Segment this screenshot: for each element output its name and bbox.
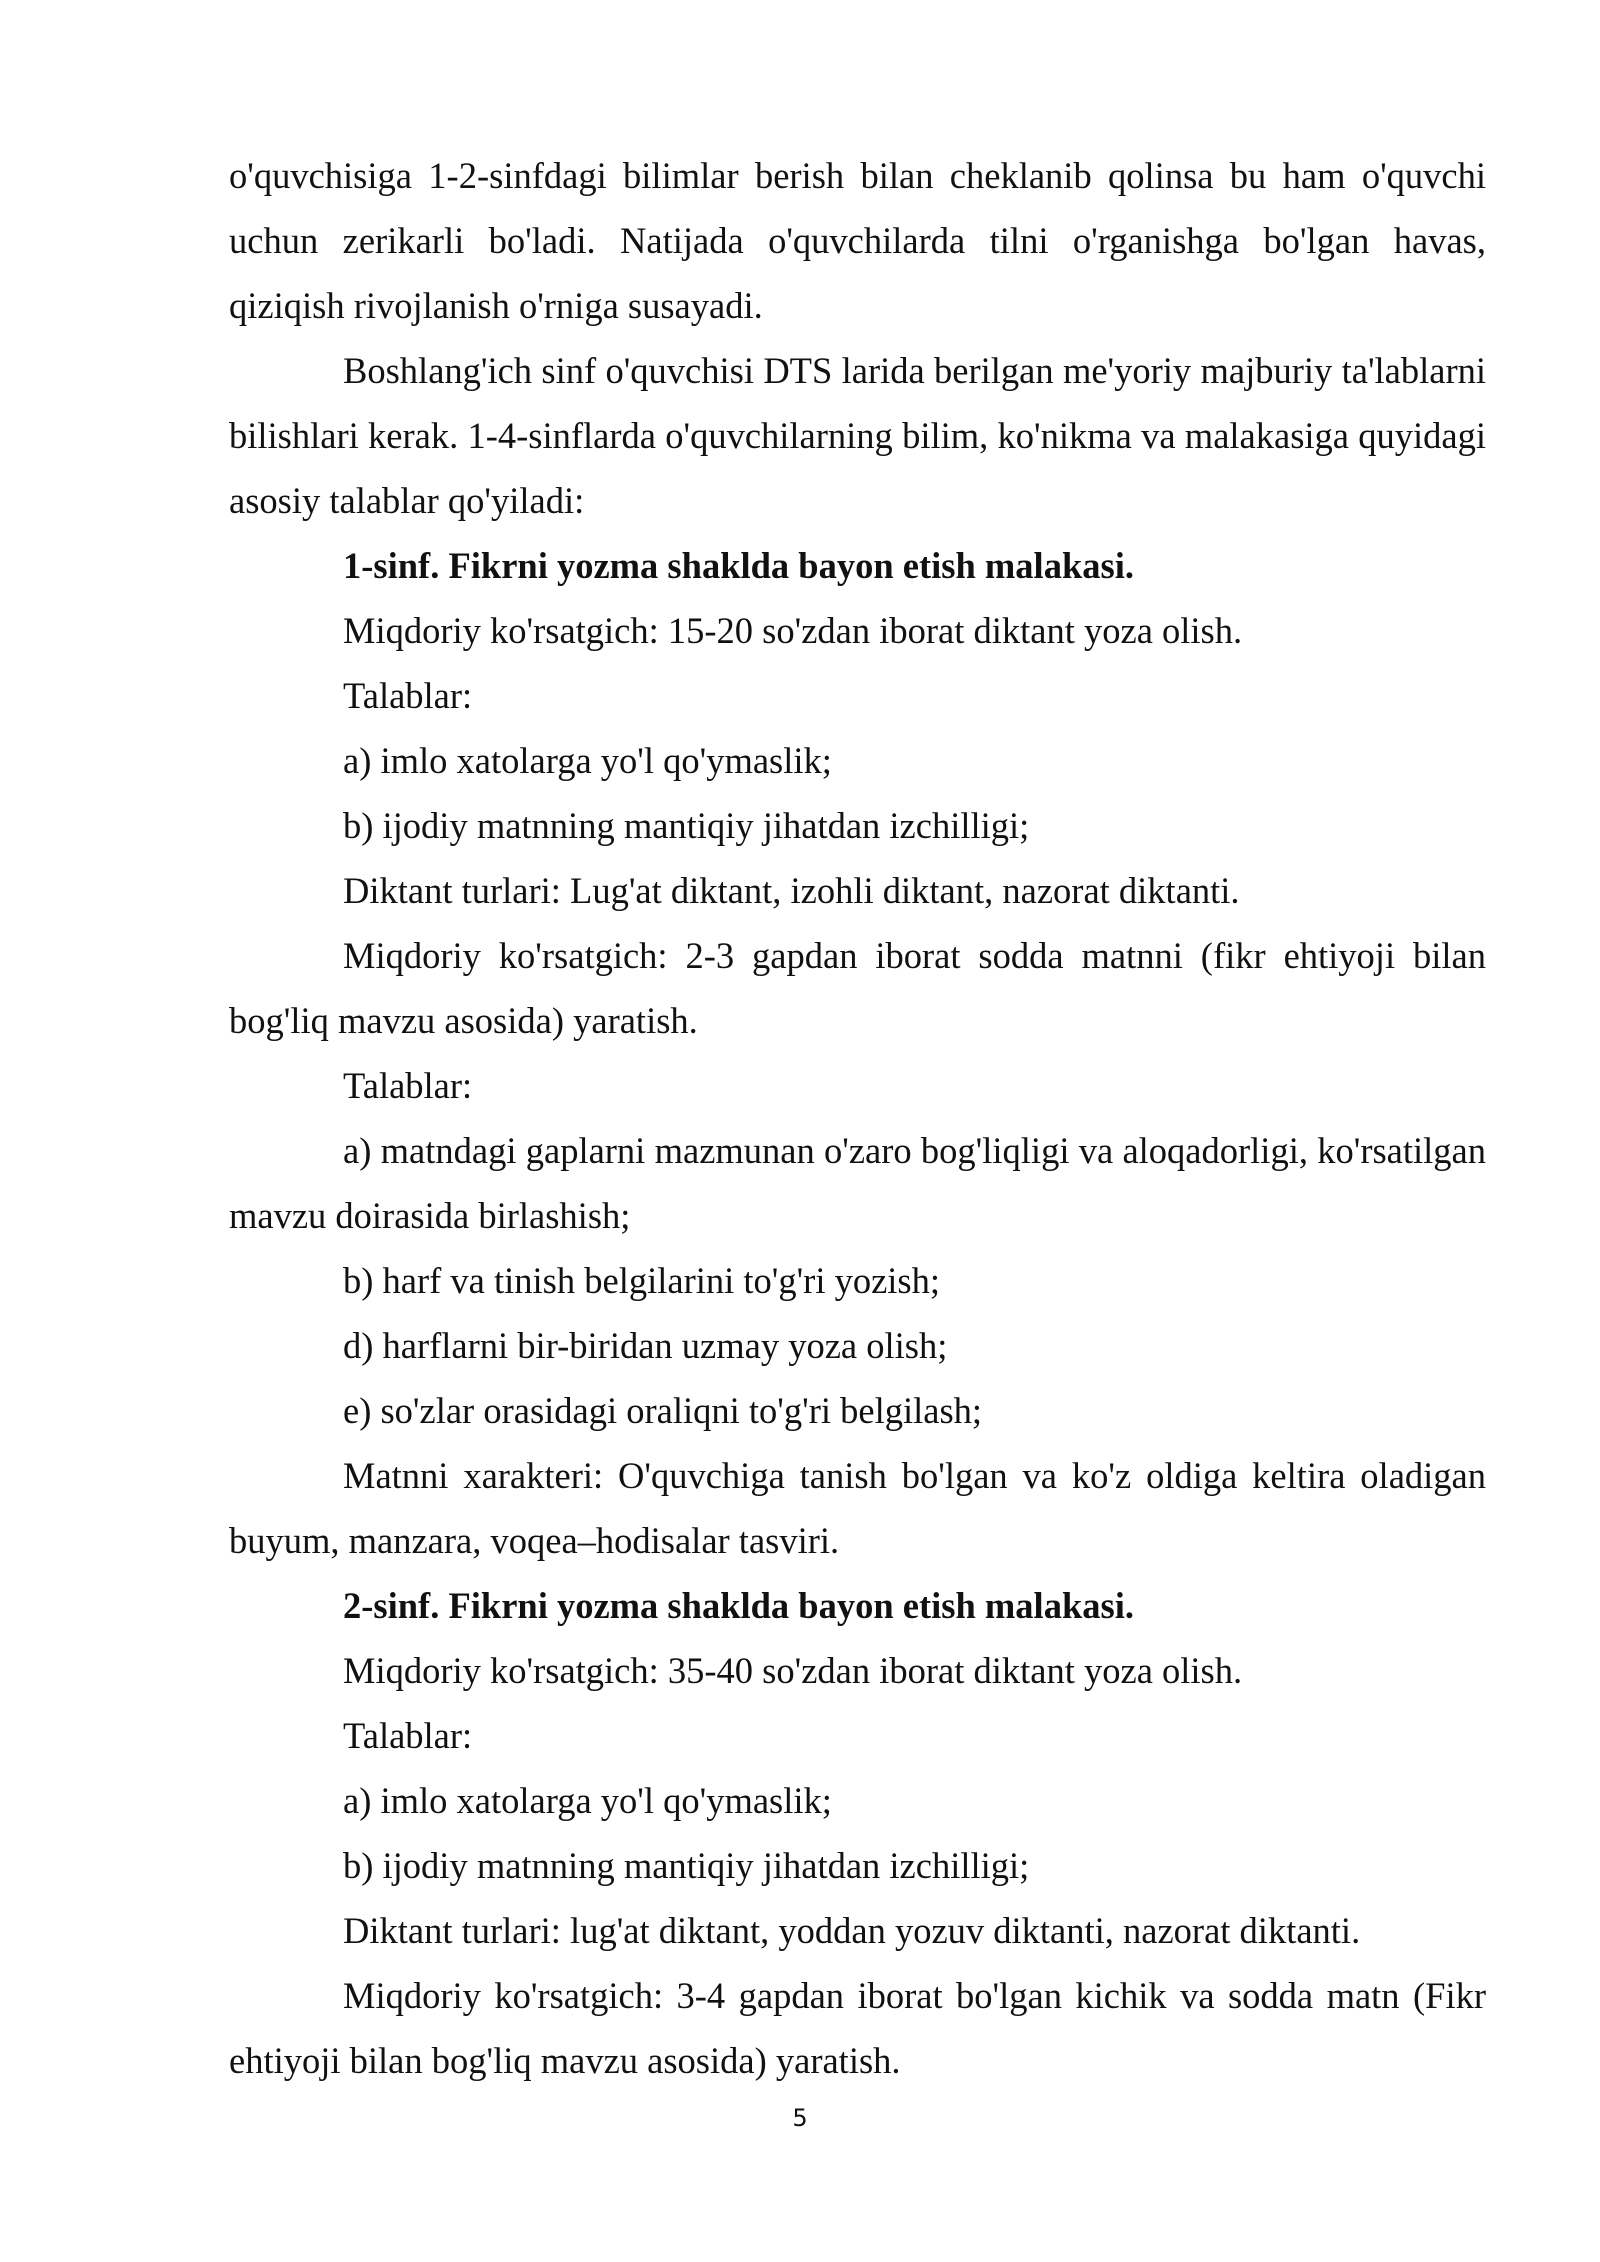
section-heading-grade-2: 2-sinf. Fikrni yozma shaklda bayon etish malakasi. — [343, 1585, 1134, 1626]
list-item: b) harf va tinish belgilarini to'g'ri yozish; — [343, 1260, 941, 1301]
paragraph: Talablar: — [343, 1715, 473, 1756]
list-item: a) imlo xatolarga yo'l qo'ymaslik; — [343, 740, 832, 781]
list-item: d) harflarni bir-biridan uzmay yoza olish; — [343, 1325, 948, 1366]
document-body — [229, 143, 1486, 2093]
paragraph: Miqdoriy ko'rsatgich: 35-40 so'zdan iborat diktant yoza olish. — [343, 1650, 1243, 1691]
paragraph: o'quvchisiga 1-2-sinfdagi bilimlar berish bilan cheklanib qolinsa bu ham o'quvchi uchun zerikarli bo'ladi. Natijada o'quvchilarda tilni o'rganishga bo'lgan havas, qiziqish rivojlanish o'rniga susayadi. — [229, 155, 1486, 326]
paragraph: Matnni xarakteri: O'quvchiga tanish bo'lgan va ko'z oldiga keltira oladigan buyum, manzara, voqea–hodisalar tasviri. — [229, 1455, 1486, 1561]
section-heading-grade-1: 1-sinf. Fikrni yozma shaklda bayon etish malakasi. — [343, 545, 1134, 586]
list-item: a) matndagi gaplarni mazmunan o'zaro bog'liqligi va aloqadorligi, ko'rsatilgan mavzu doirasida birlashish; — [229, 1130, 1486, 1236]
paragraph: Talablar: — [343, 1065, 473, 1106]
list-item: e) so'zlar orasidagi oraliqni to'g'ri belgilash; — [343, 1390, 983, 1431]
paragraph: Miqdoriy ko'rsatgich: 3-4 gapdan iborat bo'lgan kichik va sodda matn (Fikr ehtiyoji bilan bog'liq mavzu asosida) yaratish. — [229, 1975, 1486, 2081]
page-number: 5 — [792, 2104, 808, 2132]
paragraph: Talablar: — [343, 675, 473, 716]
paragraph: Boshlang'ich sinf o'quvchisi DTS larida berilgan me'yoriy majburiy ta'lablarni bilishlari kerak. 1-4-sinflarda o'quvchilarning bilim, ko'nikma va malakasiga quyidagi asosiy talablar qo'yiladi: — [229, 350, 1486, 521]
paragraph: Diktant turlari: lug'at diktant, yoddan yozuv diktanti, nazorat diktanti. — [343, 1910, 1361, 1951]
list-item: b) ijodiy matnning mantiqiy jihatdan izchilligi; — [343, 805, 1030, 846]
list-item: a) imlo xatolarga yo'l qo'ymaslik; — [343, 1780, 832, 1821]
paragraph: Diktant turlari: Lug'at diktant, izohli diktant, nazorat diktanti. — [343, 870, 1240, 911]
paragraph: Miqdoriy ko'rsatgich: 15-20 so'zdan iborat diktant yoza olish. — [343, 610, 1243, 651]
paragraph: Miqdoriy ko'rsatgich: 2-3 gapdan iborat sodda matnni (fikr ehtiyoji bilan bog'liq mavzu asosida) yaratish. — [229, 935, 1486, 1041]
list-item: b) ijodiy matnning mantiqiy jihatdan izchilligi; — [343, 1845, 1030, 1886]
